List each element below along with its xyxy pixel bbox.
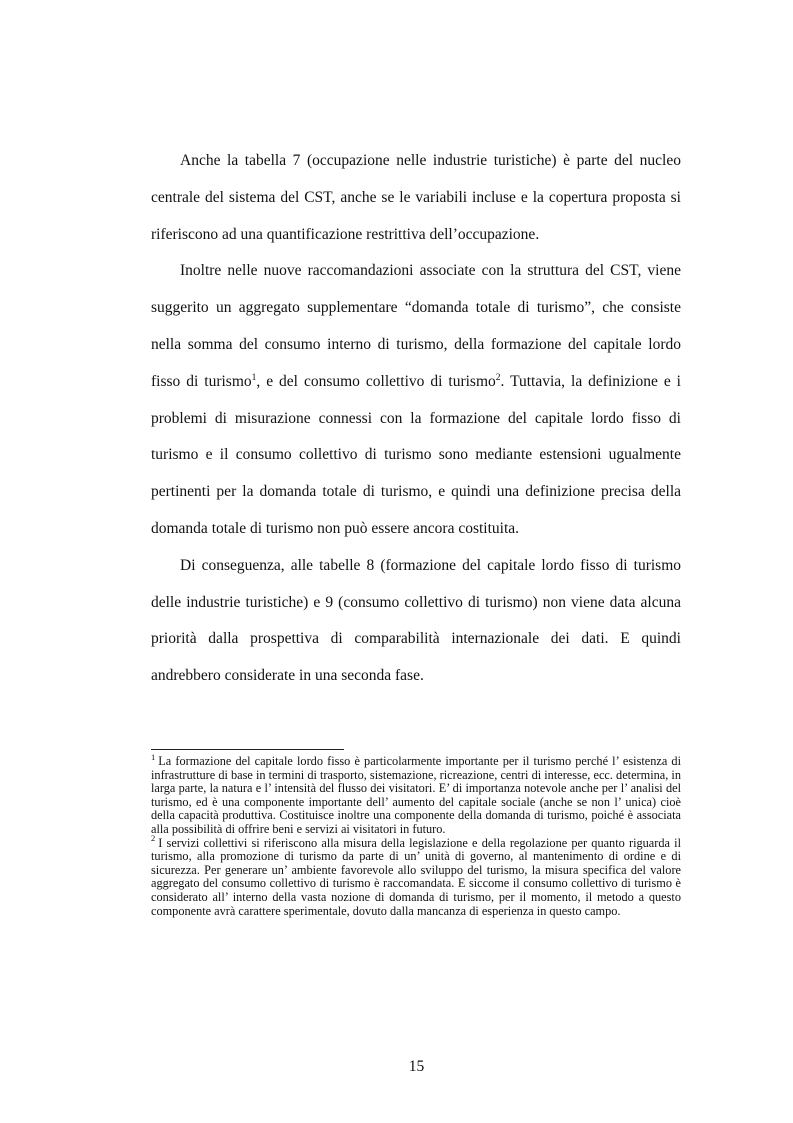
footnote-reference-1[interactable]: 1 bbox=[251, 372, 257, 383]
footnote-reference-2[interactable]: 2 bbox=[495, 372, 501, 383]
footnote bbox=[151, 833, 681, 919]
paragraph bbox=[151, 548, 681, 695]
paragraph-text: Anche la tabella 7 (occupazione nelle industrie turistiche) è parte del nucleo centrale del sistema del CST, anche se le variabili incluse e la copertura proposta si riferiscono ad una quantificazione restrittiva dell’occupazione. bbox=[151, 152, 681, 243]
paragraph bbox=[151, 143, 681, 253]
paragraph-text: Di conseguenza, alle tabelle 8 (formazione del capitale lordo fisso di turismo delle industrie turistiche) e 9 (consumo collettivo di turismo) non viene data alcuna priorità dalla prospettiva di comparabilità internazionale dei dati. E quindi andrebbero considerate in una seconda fase. bbox=[151, 556, 681, 685]
paragraph-text: , e del consumo collettivo di turismo bbox=[256, 372, 496, 390]
page-number: 15 bbox=[408, 1058, 425, 1075]
footnote-marker: 1 bbox=[151, 751, 156, 762]
footnote-text: La formazione del capitale lordo fisso è particolarmente importante per il turismo perché l’ esistenza di infrastrutture di base in termini di trasporto, sistemazione, ricreazione, centri di interesse, ecc. determina, in larga parte, la natura e l’ intensità del flusso dei visitatori. E’ di importanza notevole anche per l’ analisi del turismo, ed è una componente importante dell’ aumento del capitale sociale (anche se non l’ unica) cioè della capacità produttiva. Costituisce inoltre una componente della domanda di turismo, poiché è associata alla possibilità di offrire beni e servizi ai visitatori in futuro. bbox=[151, 754, 681, 836]
footnote bbox=[151, 751, 681, 837]
paragraph-text: . Tuttavia, la definizione e i problemi di misurazione connessi con la formazione del capitale lordo fisso di turismo e il consumo collettivo di turismo sono mediante estensioni ugualmente pertinenti per la domanda totale di turismo, e quindi una definizione precisa della domanda totale di turismo non può essere ancora costituita. bbox=[151, 372, 681, 537]
paragraph-text: Inoltre nelle nuove raccomandazioni associate con la struttura del CST, viene suggerito un aggregato supplementare “domanda totale di turismo”, che consiste nella somma del consumo interno di turismo, della formazione del capitale lordo fisso di turismo bbox=[151, 262, 681, 390]
paragraph bbox=[151, 253, 681, 547]
footnote-marker: 2 bbox=[151, 833, 156, 844]
footnotes bbox=[151, 751, 681, 918]
footnote-text: I servizi collettivi si riferiscono alla misura della legislazione e della regolazione per quanto riguarda il turismo, alla promozione di turismo da parte di un’ unità di governo, al mantenimento di ordine e di sicurezza. Per generare un’ ambiente favorevole allo sviluppo del turismo, la misura specifica del valore aggregato del consumo collettivo di turismo è raccomandata. E siccome il consumo collettivo di turismo è considerato all’ interno della vasta nozione di domanda di turismo, per il momento, il metodo a questo componente avrà carattere sperimentale, dovuto dalla mancanza di esperienza in questo campo. bbox=[151, 835, 681, 918]
main-body-text bbox=[151, 143, 681, 695]
footnote-separator bbox=[151, 749, 344, 750]
